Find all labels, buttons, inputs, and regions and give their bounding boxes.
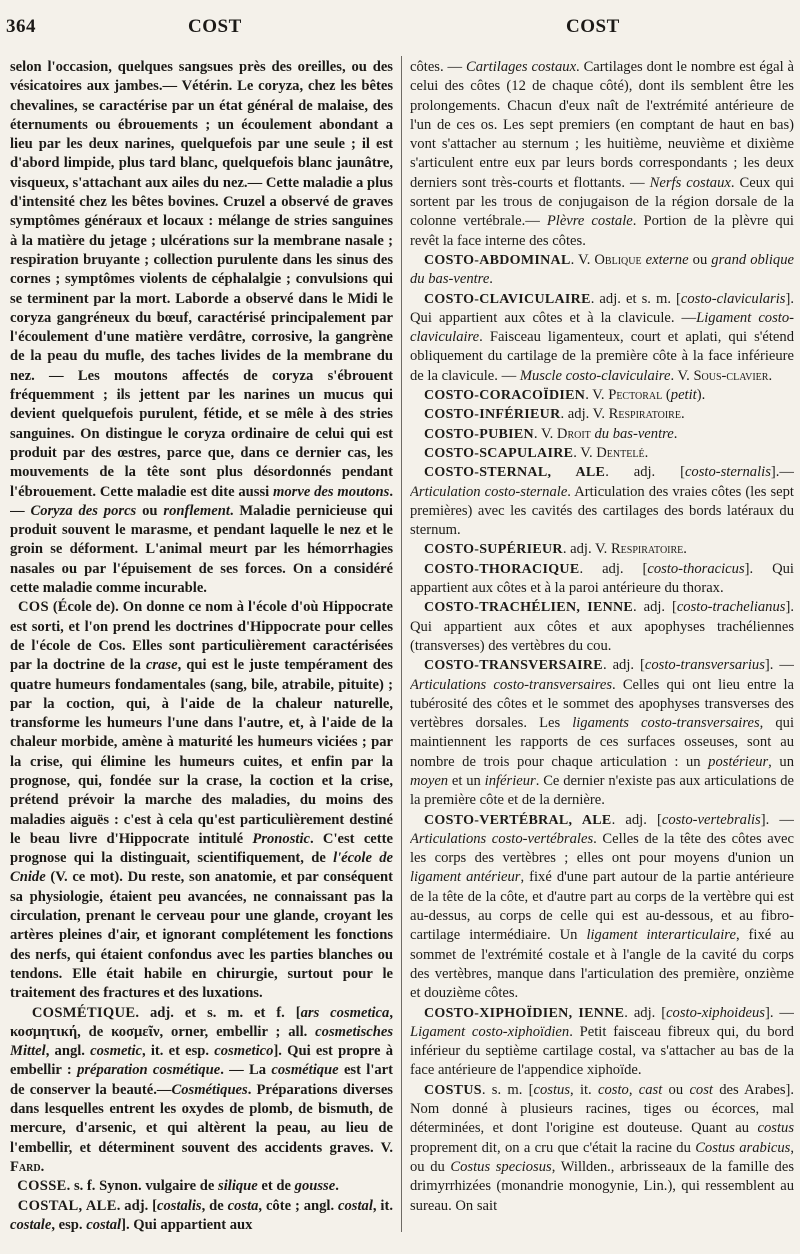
headword: COSTO-THORACIQUE: [424, 561, 580, 577]
costal-continuation: côtes. — Cartilages costaux. Cartilages dont le nombre est égal à celui des côtes (12 de chaque côté), dont ils semblent être les prolongements. Chacun d'eux naît de l'extrémité antérieure de l'un de ces os. Les sept premiers (en comptant de haut en bas) vont s'attacher au sternum ; les huitième, neuvième et dixième s'articulent entre eux par leurs bords correspondants ; les deux derniers sont très-courts et flottants. — Nerfs costaux. Ceux qui sortent par les trous de conjugaison de la région dorsale de la colonne vertébrale.— Plèvre costale. Portion de la plèvre qui revêt la face interne des côtes.: [410, 59, 794, 249]
entry-costo-scapulaire: COSTO-SCAPULAIRE. V. Dentelé.: [424, 444, 649, 461]
entry-cos: COS (École de). On donne ce nom à l'école d'où Hippocrate est sorti, et l'on prend les doctrines d'Hippocrate pour celles de l'école de Cos. Elles sont particulièrement caractérisées par la doctrine de la crase, qui est le juste tempérament des quatre humeurs fondamentales (sang, bile, atrabile, pituite) ; par la coction, qui, à l'aide de la chaleur naturelle, transforme les humeurs l'une dans l'autre, et, à l'aide de la chaleur morbide, amène à maturité les humeurs viciées ; par la crise, qui élimine les humeurs cuites, et enfin par la prognose, qui, fondée sur la crase, la coction et la crise, prétend prévoir la marche des maladies, du moins des maladies aiguës : c'est à cela qu'est particulièrement destiné le beau livre d'Hippocrate intitulé Pronostic. C'est cette prognose qui la distinguait, scientifiquement, de l'école de Cnide (V. ce mot). Du reste, son anatomie, et par conséquent sa physiologie, étaient peu avancées, ne connaissant pas la circulation, prenant le cerveau pour une glande, croyant les artères pleines d'air, et ignorant complétement les fonctions des nerfs, qui étaient confondus avec les parties blanches ou tendons. Elle était habile en chirurgie, surtout pour le traitement des fractures et des luxations.: [10, 599, 393, 1002]
entry-cosse: COSSE. s. f. Synon. vulgaire de silique et de gousse.: [17, 1178, 339, 1195]
headword: COSTAL, ALE: [17, 1197, 117, 1214]
entry-costo-trachelien: COSTO-TRACHÉLIEN, IENNE. adj. [costo-trachelianus]. Qui appartient aux côtes et aux apophyses trachéliennes (transverses) des vertèbres du cou.: [410, 599, 794, 654]
headword: COSTO-CLAVICULAIRE: [424, 291, 591, 307]
page-number: 364: [6, 16, 36, 37]
running-header: [0, 6, 800, 40]
right-running-title: COST: [566, 16, 620, 37]
headword: COSTO-XIPHOÏDIEN, IENNE: [424, 1005, 625, 1021]
entry-costo-vertebral: COSTO-VERTÉBRAL, ALE. adj. [costo-vertebralis]. — Articulations costo-vertébrales. Celles de la tête des côtes avec les corps des vertèbres ; elles ont pour moyens d'union un ligament antérieur, fixé d'une part autour de la partie antérieure de la tête de la côte, et d'autre part au corps de la vertèbre qui est au-dessus, au corps de celle qui est au-dessous, et au fibro-cartilage intermédiaire. Un ligament interarticulaire, fixé au sommet de l'extrémité costale et à l'angle de la cavité du corps des vertèbres, manque dans l'articulation des première, onzième et douzième côtes.: [410, 811, 794, 1002]
headword: COSSE: [17, 1178, 67, 1195]
headword: COSTO-SUPÉRIEUR: [424, 542, 563, 558]
entry-costo-claviculaire: COSTO-CLAVICULAIRE. adj. et s. m. [costo-clavicularis]. Qui appartient aux côtes et à la clavicule. —Ligament costo-claviculaire. Faisceau ligamenteux, court et aplati, qui s'étend obliquement du cartilage de la première côte à la face inférieure de la clavicule. — Muscle costo-claviculaire. V. Sous-clavier.: [410, 290, 794, 384]
coryza-continuation: selon l'occasion, quelques sangsues près des oreilles, ou des vésicatoires aux jambes.— Vétérin. Le coryza, chez les bêtes chevalines, se caractérise par un état général de malaise, des éternuments ou ébrouements ; un écoulement abondant a lieu par les deux narines, quelquefois par une seule ; il est d'abord limpide, plus tard blanc, quelquefois blanc jaunâtre, visqueux, s'attachant aux ailes du nez.— Cette maladie a plus d'intensité chez les bêtes bovines. Cruzel a observé de graves symptômes généraux et locaux : mélange de stries sanguines à la matière du jetage ; ulcérations sur la membrane nasale ; respiration bruyante ; collection purulente dans les sinus des cornes ; symptômes violents de céphalalgie ; convulsions qui se terminent par la mort. Laborde a observé dans le Midi le coryza gangréneux du bœuf, caractérisé principalement par l'écoulement d'une matière verdâtre, corrosive, la gangrène de la peau du mufle, des taches livides de la membrane du nez. — Les moutons affectés de coryza s'ébrouent fréquemment ; ils jettent par les narines un mucus qui devient quelquefois purulent, fétide, et se mêle à des stries sanguines. On distingue le coryza ordinaire de celui qui est produit par des œstres, parce que, dans ce dernier cas, les mouvements de la tête sont plus désordonnés pendant l'ébrouement. Cette maladie est dite aussi morve des moutons. — Coryza des porcs ou ronflement. Maladie pernicieuse qui produit souvent le marasme, et pendant laquelle le nez et le groin se déforment. L'animal meurt par les hémorrhagies nasales ou par l'épuisement de ses forces. On a considéré cette maladie comme incurable.: [10, 59, 393, 597]
entry-costus: COSTUS. s. m. [costus, it. costo, cast ou cost des Arabes]. Nom donné à plusieurs racines, tiges ou écorces, mal déterminées, et dont l'origine est douteuse. Quant au costus proprement dit, on a cru que c'était la racine du Costus arabicus, ou du Costus speciosus, Willden., arbrisseaux de la famille des drimyrrhizées (monandrie monogynie, Lin.), qui ressemblent au sureau. On sait: [410, 1081, 794, 1214]
entry-costo-transversaire: COSTO-TRANSVERSAIRE. adj. [costo-transversarius]. — Articulations costo-transversaires. Celles qui ont lieu entre la tubérosité des côtes et le sommet des apophyses transverses des vertèbres dorsales. Les ligaments costo-transversaires, qui maintiennent les rapports de ces surfaces osseuses, sont au nombre de trois pour chaque articulation : un postérieur, un moyen et un inférieur. Ce dernier n'existe pas aux articulations de la première côte et de la dernière.: [410, 657, 794, 809]
entry-costo-xiphoidien: COSTO-XIPHOÏDIEN, IENNE. adj. [costo-xiphoideus]. — Ligament costo-xiphoïdien. Petit faisceau fibreux qui, du bord inférieur du septième cartilage costal, va s'attacher au bas de la face antérieure de l'appendice xiphoïde.: [410, 1004, 794, 1079]
entry-costo-pubien: COSTO-PUBIEN. V. Droit du bas-ventre.: [424, 425, 678, 442]
column-divider: [401, 56, 402, 1232]
headword: COSTO-INFÉRIEUR: [424, 407, 561, 423]
headword: COSTUS: [424, 1082, 482, 1098]
entry-costo-abdominal: COSTO-ABDOMINAL. V. Oblique externe ou grand oblique du bas-ventre.: [410, 251, 794, 288]
entry-cosmetique: COSMÉTIQUE. adj. et s. m. et f. [ars cosmetica, κοσμητική, de κοσμεῖν, orner, embellir ; all. cosmetisches Mittel, angl. cosmetic, it. et esp. cosmetico]. Qui est propre à embellir : préparation cosmétique. — La cosmétique est l'art de conserver la beauté.—Cosmétiques. Préparations diverses dans lesquelles entrent les oxydes de plomb, de bismuth, de mercure, d'arsenic, et qui altèrent la peau, au lieu de l'embellir, et déterminent souvent des accidents graves. V. Fard.: [10, 1004, 393, 1175]
headword: COS: [17, 599, 49, 616]
headword: COSMÉTIQUE: [31, 1004, 136, 1021]
headword: COSTO-STERNAL, ALE: [424, 465, 606, 481]
right-column: [410, 58, 794, 1246]
left-running-title: COST: [188, 16, 242, 37]
entry-costo-inferieur: COSTO-INFÉRIEUR. adj. V. Respiratoire.: [424, 406, 685, 423]
entry-costo-coracoidien: COSTO-CORACOÏDIEN. V. Pectoral (petit).: [424, 387, 706, 404]
headword: COSTO-PUBIEN: [424, 426, 534, 442]
entry-costo-superieur: COSTO-SUPÉRIEUR. adj. V. Respiratoire.: [424, 541, 687, 558]
headword: COSTO-SCAPULAIRE: [424, 445, 574, 461]
headword: COSTO-ABDOMINAL: [424, 252, 571, 268]
entry-costal: COSTAL, ALE. adj. [costalis, de costa, côte ; angl. costal, it. costale, esp. costal]. Qui appartient aux: [10, 1197, 393, 1233]
left-column: [10, 58, 393, 1246]
headword: COSTO-VERTÉBRAL, ALE: [424, 812, 612, 828]
headword: COSTO-TRANSVERSAIRE: [424, 658, 603, 674]
headword: COSTO-CORACOÏDIEN: [424, 388, 586, 404]
entry-costo-sternal: COSTO-STERNAL, ALE. adj. [costo-sternalis].— Articulation costo-sternale. Articulation des vraies côtes (les sept premières) avec les cavités des cartilages des bords latéraux du sternum.: [410, 464, 794, 539]
entry-costo-thoracique: COSTO-THORACIQUE. adj. [costo-thoracicus]. Qui appartient aux côtes et à la paroi antérieure du thorax.: [410, 560, 794, 597]
headword: COSTO-TRACHÉLIEN, IENNE: [424, 600, 634, 616]
